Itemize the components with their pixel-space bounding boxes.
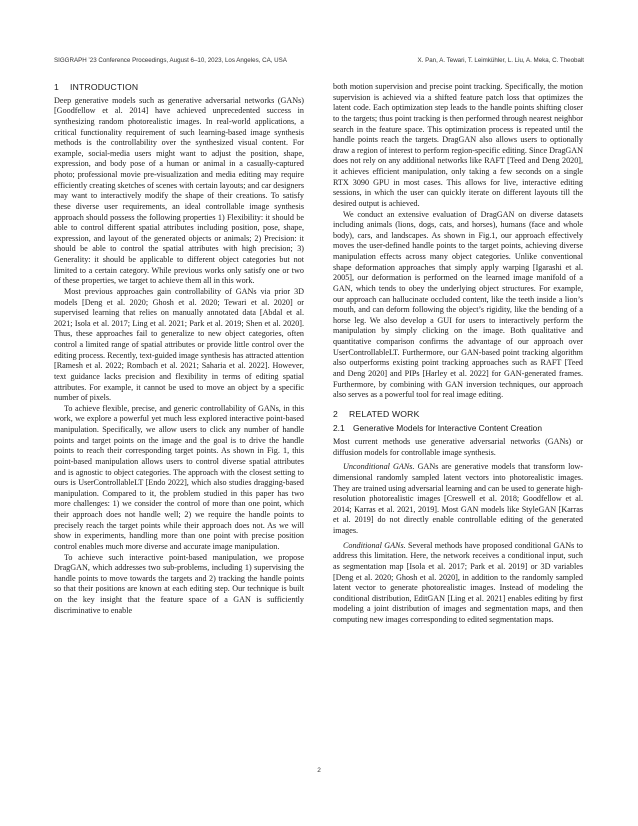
paragraph	[333, 462, 583, 536]
left-column	[54, 82, 304, 616]
page-number: 2	[317, 767, 321, 774]
section-heading-introduction	[54, 82, 304, 93]
right-column	[333, 82, 583, 626]
paragraph: To achieve such interactive point-based manipulation, we propose DragGAN, which addresses two sub-problems, including 1) supervising the handle points to move towards the targets and 2) tracking the handle points so that their positions are known at each editing step. Our technique is built on the key insight that the feature space of a GAN is sufficiently discriminative to enable	[54, 552, 304, 615]
section-number: 1	[54, 82, 59, 92]
paragraph: Deep generative models such as generative adversarial networks (GANs) [Goodfellow et al. 2014] have achieved unprecedented success in synthesizing random photorealistic images. In real-world applications, a critical functionality requirement of such learning-based image synthesis methods is the controllability over the synthesized visual content. For example, social-media users might want to adjust the position, shape, expression, and body pose of a human or animal in a casually-captured photo; professional movie pre-visualization and media editing may require efficiently creating sketches of scenes with certain layouts; and car designers may want to interactively modify the shape of their creations. To satisfy these diverse user requirements, an ideal controllable image synthesis approach should possess the following properties 1) Flexibility: it should be able to control different spatial attributes including position, pose, shape, expression, and layout of the generated objects or animals; 2) Precision: it should be able to control the spatial attributes with high precision; 3) Generality: it should be applicable to different object categories but not limited to a certain category. While previous works only satisfy one or two of these properties, we target to achieve them all in this work.	[54, 95, 304, 286]
section-heading-related-work	[333, 409, 583, 420]
paragraph: both motion supervision and precise point tracking. Specifically, the motion supervision is achieved via a shifted feature patch loss that optimizes the latent code. Each optimization step leads to the handle points shifting closer to the targets; thus point tracking is then performed through nearest neighbor search in the feature space. This optimization process is repeated until the handle points reach the targets. DragGAN also allows users to optionally draw a region of interest to perform region-specific editing. Since DragGAN does not rely on any additional networks like RAFT [Teed and Deng 2020], it achieves efficient manipulation, only taking a few seconds on a single RTX 3090 GPU in most cases. This allows for live, interactive editing sessions, in which the user can quickly iterate on different layouts till the desired output is achieved.	[333, 82, 583, 208]
paragraph: We conduct an extensive evaluation of DragGAN on diverse datasets including animals (lions, dogs, cats, and horses), humans (face and whole body), cars, and landscapes. As shown in Fig.1, our approach effectively moves the user-defined handle points to the target points, achieving diverse manipulation effects across many object categories. Unlike conventional shape deformation approaches that simply apply warping [Igarashi et al. 2005], our deformation is performed on the learned image manifold of a GAN, which tends to obey the underlying object structures. For example, our approach can hallucinate occluded content, like the teeth inside a lion’s mouth, and can deform following the object’s rigidity, like the bending of a horse leg. We also develop a GUI for users to interactively perform the manipulation by simply clicking on the image. Both qualitative and quantitative comparison confirms the advantage of our approach over UserControllableLT. Furthermore, our GAN-based point tracking algorithm also outperforms existing point tracking approaches such as RAFT [Teed and Deng 2020] and PIPs [Harley et al. 2022] for GAN-generated frames. Furthermore, by combining with GAN inversion techniques, our approach also serves as a powerful tool for real image editing.	[333, 209, 583, 400]
authors-header: X. Pan, A. Tewari, T. Leimkühler, L. Liu, A. Meka, C. Theobalt	[417, 57, 584, 64]
paragraph-lead: Unconditional GANs.	[343, 462, 415, 472]
section-title: INTRODUCTION	[70, 82, 139, 92]
section-number: 2	[333, 408, 338, 419]
paragraph	[333, 541, 583, 626]
subsection-heading	[333, 423, 583, 434]
section-title: RELATED WORK	[349, 408, 420, 419]
paragraph-body: GANs are generative models that transform low-dimensional randomly sampled latent vectors into photorealistic images. They are trained using adversarial learning and can be used to generate high-resolution photorealistic images [Creswell et al. 2018; Goodfellow et al. 2014; Karras et al. 2021, 2019]. Most GAN models like StyleGAN [Karras et al. 2019] do not directly enable controllable editing of the generated images.	[333, 462, 584, 535]
paragraph: Most current methods use generative adversarial networks (GANs) or diffusion models for controllable image synthesis.	[333, 437, 583, 457]
running-header	[54, 57, 584, 67]
paragraph: Most previous approaches gain controllability of GANs via prior 3D models [Deng et al. 2020; Ghosh et al. 2020; Tewari et al. 2020] or supervised learning that relies on manually annotated data [Abdal et al. 2021; Isola et al. 2017; Ling et al. 2021; Park et al. 2019; Shen et al. 2020]. Thus, these approaches fail to generalize to new object categories, often control a limited range of spatial attributes or provide little control over the editing process. Recently, text-guided image synthesis has attracted attention [Ramesh et al. 2022; Rombach et al. 2021; Saharia et al. 2022]. However, text guidance lacks precision and flexibility in terms of editing spatial attributes. For example, it cannot be used to move an object by a specific number of pixels.	[54, 286, 304, 403]
paragraph-body: Several methods have proposed conditional GANs to address this limitation. Here, the network receives a conditional input, such as segmentation map [Isola et al. 2017; Park et al. 2019] or 3D variables [Deng et al. 2020; Ghosh et al. 2020], in addition to the randomly sampled latent vector to generate photorealistic images. Instead of modeling the conditional distribution, EditGAN [Ling et al. 2021] enables editing by first modeling a joint distribution of images and segmentation maps, and then computing new images corresponding to edited segmentation maps.	[333, 540, 583, 624]
subsection-title: Generative Models for Interactive Content Creation	[353, 423, 542, 434]
paragraph: To achieve flexible, precise, and generic controllability of GANs, in this work, we explore a powerful yet much less explored interactive point-based manipulation. Specifically, we allow users to click any number of handle points and target points on the image and the goal is to drive the handle points to reach their corresponding target points. As shown in Fig. 1, this point-based manipulation allows users to control diverse spatial attributes and is agnostic to object categories. The approach with the closest setting to ours is UserControllableLT [Endo 2022], which also studies dragging-based manipulation. Compared to it, the problem studied in this paper has two more challenges: 1) we consider the control of more than one point, which their approach does not handle well; 2) we require the handle points to precisely reach the target points while their approach does not. As we will show in experiments, handling more than one point with precise position control enables much more diverse and accurate image manipulation.	[54, 403, 304, 551]
subsection-number: 2.1	[333, 423, 345, 434]
conference-header: SIGGRAPH ’23 Conference Proceedings, August 6–10, 2023, Los Angeles, CA, USA	[54, 57, 287, 64]
paragraph-lead: Conditional GANs.	[343, 540, 406, 550]
